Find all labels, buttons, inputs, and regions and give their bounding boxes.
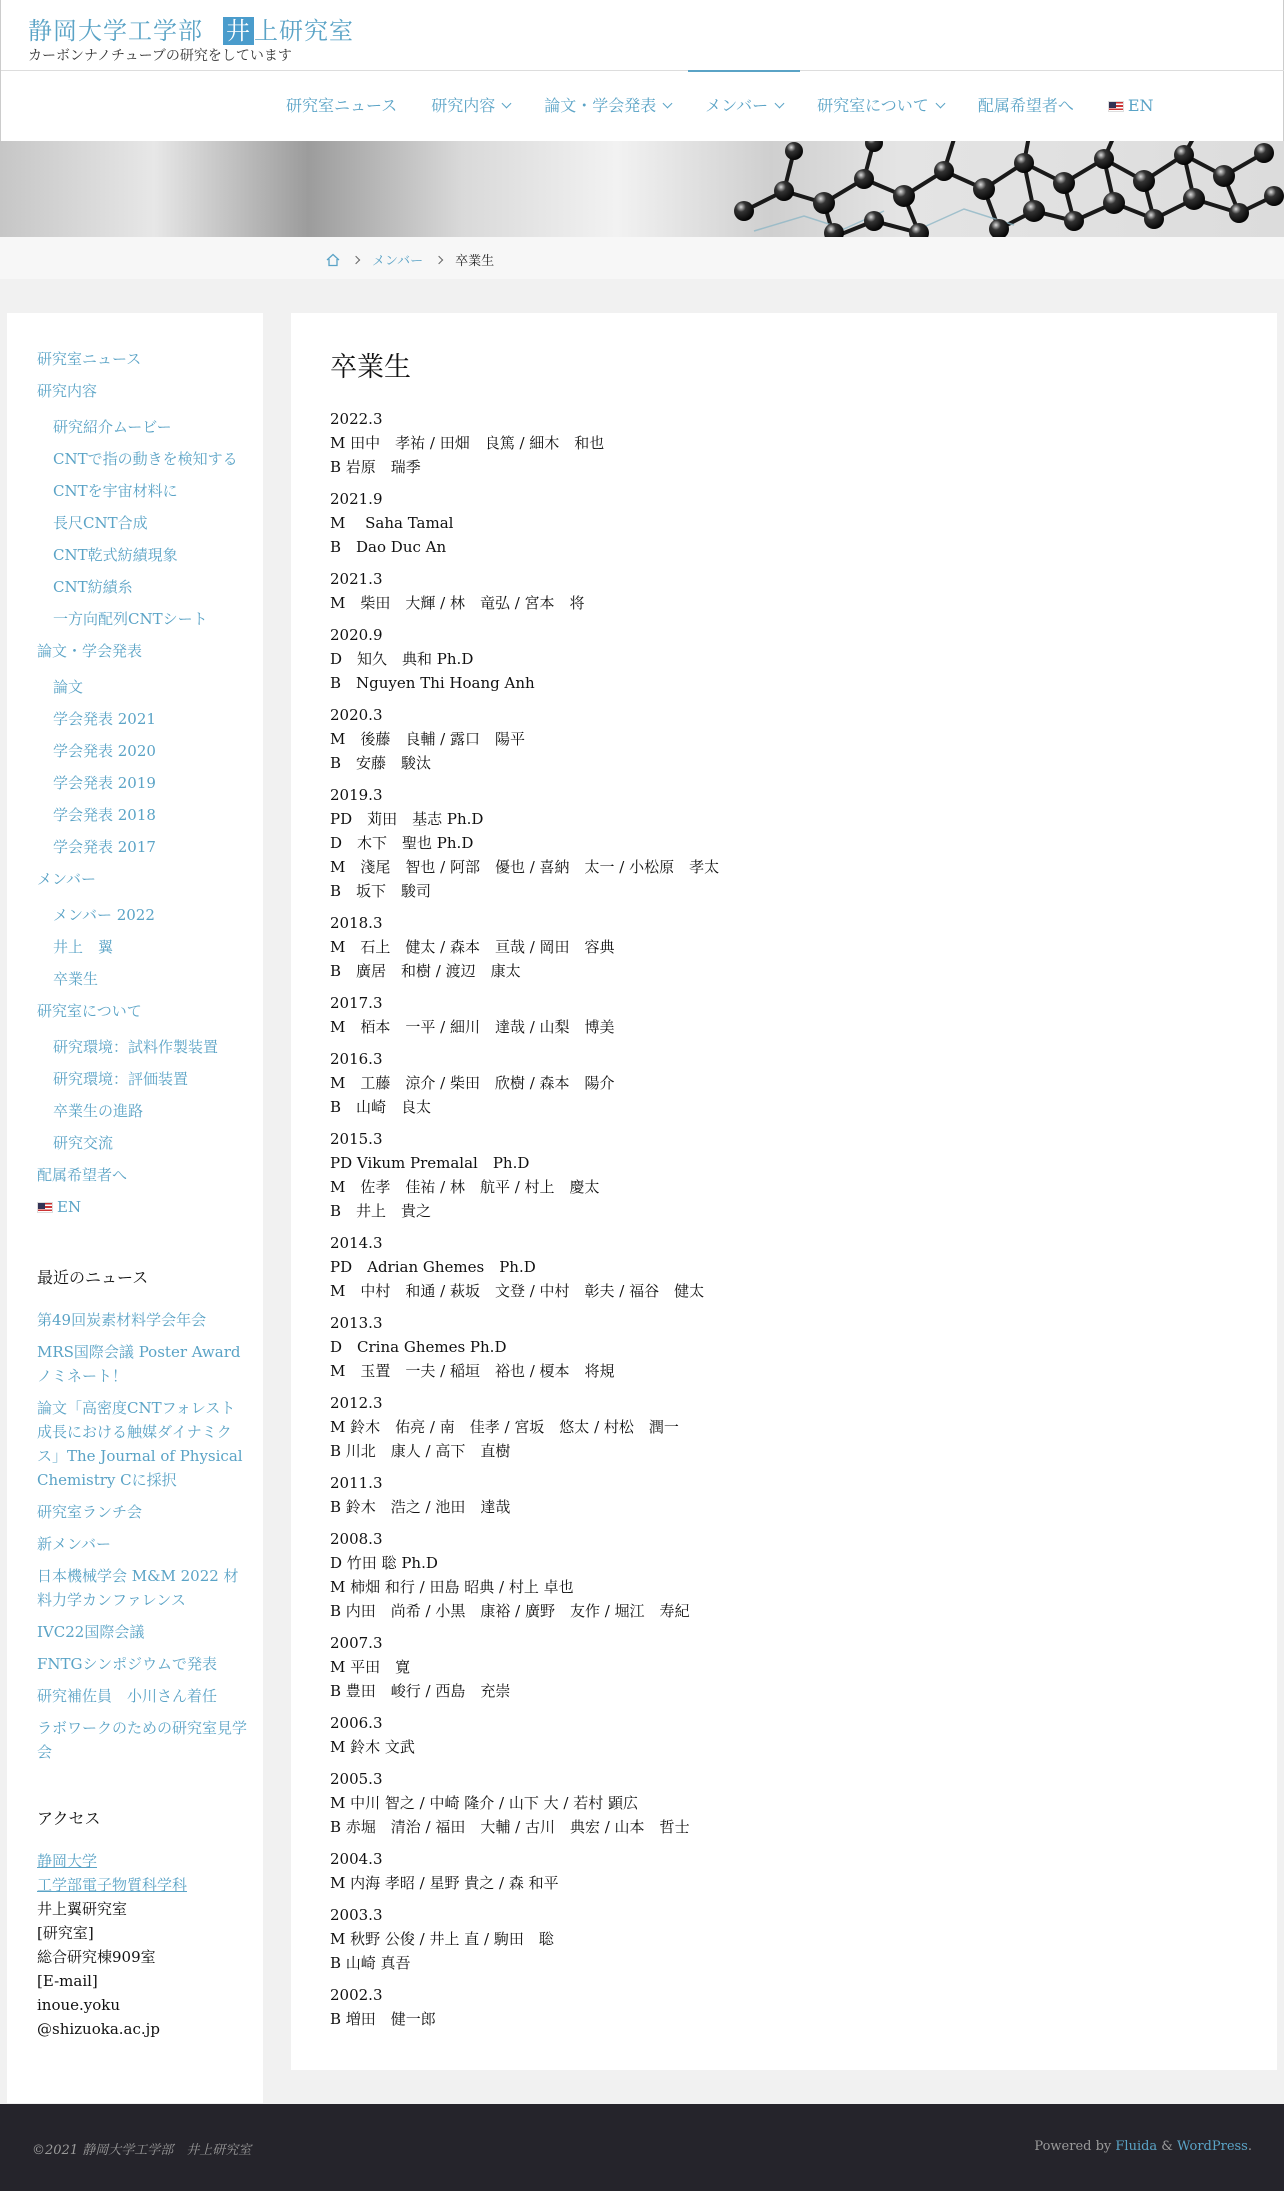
access-text: [研究室]: [37, 1924, 94, 1942]
site-title[interactable]: [28, 11, 354, 46]
breadcrumb-link-members[interactable]: メンバー: [372, 254, 424, 269]
graduate-names: B 山崎 真吾: [330, 1954, 411, 1972]
sidebar-subitem[interactable]: 研究環境：試料作製装置: [53, 1038, 219, 1056]
breadcrumb: [326, 250, 494, 269]
sidebar-subitem[interactable]: 学会発表 2017: [53, 838, 156, 856]
sidebar-subitem[interactable]: メンバー 2022: [53, 906, 155, 924]
graduate-names: B Dao Duc An: [330, 538, 447, 556]
nav-item-0[interactable]: [269, 70, 414, 140]
page-title: 卒業生: [330, 352, 411, 383]
sidebar-subitem[interactable]: 学会発表 2018: [53, 806, 156, 824]
graduate-group: [330, 911, 1230, 983]
graduate-group: [330, 1047, 1230, 1119]
breadcrumb-current: 卒業生: [455, 254, 495, 269]
wordpress-link[interactable]: WordPress: [1177, 2139, 1248, 2154]
access-link[interactable]: 静岡大学: [37, 1852, 98, 1870]
graduate-names: D 木下 聖也 Ph.D: [330, 834, 474, 852]
sidebar-item-1[interactable]: [37, 375, 247, 407]
nav-item-label: メンバー: [705, 96, 769, 115]
graduate-year: 2014.3: [330, 1234, 383, 1252]
graduate-names: B 赤堀 清治 / 福田 大輔 / 古川 典宏 / 山本 哲士: [330, 1818, 690, 1836]
graduate-year: 2015.3: [330, 1130, 383, 1148]
sidebar-submenu: [37, 1027, 247, 1155]
sidebar-menu: [37, 343, 247, 2041]
graduate-names: B 井上 貴之: [330, 1202, 432, 1220]
chevron-down-icon: [775, 99, 785, 109]
graduate-names: B 山崎 良太: [330, 1098, 432, 1116]
sidebar-item-label: 研究室について: [37, 1002, 142, 1020]
sidebar-item-6[interactable]: [37, 1191, 247, 1223]
graduate-names: B 川北 康人 / 高下 直樹: [330, 1442, 511, 1460]
header-banner-image: [0, 141, 1284, 237]
graduate-names: M 中川 智之 / 中崎 隆介 / 山下 大 / 若村 顕広: [330, 1794, 638, 1812]
graduate-names: B 豊田 峻行 / 西島 充崇: [330, 1682, 511, 1700]
graduate-names: B 鈴木 浩之 / 池田 達哉: [330, 1498, 511, 1516]
graduate-names: B 廣居 和樹 / 渡辺 康太: [330, 962, 521, 980]
sidebar-item-0[interactable]: [37, 343, 247, 375]
sidebar-item-2[interactable]: [37, 635, 247, 667]
graduate-year: 2004.3: [330, 1850, 383, 1868]
sidebar-subitem[interactable]: 卒業生の進路: [53, 1102, 144, 1120]
graduate-year: 2022.3: [330, 410, 383, 428]
nav-item-6[interactable]: [1091, 70, 1171, 140]
graduate-names: D 知久 典和 Ph.D: [330, 650, 474, 668]
graduate-year: 2016.3: [330, 1050, 383, 1068]
graduate-group: [330, 783, 1230, 903]
news-item-link[interactable]: 日本機械学会 M&M 2022 材料力学カンファレンス: [37, 1567, 239, 1609]
graduate-names: M 柴田 大輝 / 林 竜弘 / 宮本 将: [330, 594, 585, 612]
graduate-names: M 後藤 良輔 / 露口 陽平: [330, 730, 525, 748]
graduate-names: M 淺尾 智也 / 阿部 優也 / 喜納 太一 / 小松原 孝太: [330, 858, 720, 876]
sidebar-subitem[interactable]: 学会発表 2020: [53, 742, 156, 760]
access-link[interactable]: 工学部電子物質科学科: [37, 1876, 188, 1894]
access-text: [E-mail]: [37, 1972, 98, 1990]
graduate-names: PD Vikum Premalal Ph.D: [330, 1154, 530, 1172]
graduate-names: D Crina Ghemes Ph.D: [330, 1338, 507, 1356]
sidebar-subitem[interactable]: 卒業生: [53, 970, 99, 988]
graduate-names: M 鈴木 文武: [330, 1738, 415, 1756]
graduate-names: M 秋野 公俊 / 井上 直 / 駒田 聡: [330, 1930, 554, 1948]
powered-prefix: Powered by: [1034, 2139, 1116, 2154]
news-item-link[interactable]: 研究補佐員 小川さん着任: [37, 1687, 218, 1705]
graduates-list: [330, 407, 1230, 2039]
graduate-group: [330, 623, 1230, 695]
news-item-link[interactable]: 新メンバー: [37, 1535, 111, 1553]
graduate-names: PD Adrian Ghemes Ph.D: [330, 1258, 536, 1276]
footer-powered-by: [1034, 2139, 1252, 2154]
site-description: カーボンナノチューブの研究をしています: [28, 48, 292, 64]
graduate-names: D 竹田 聡 Ph.D: [330, 1554, 438, 1572]
sidebar-subitem[interactable]: CNT紡績糸: [53, 578, 133, 596]
widget-title-recent-news: 最近のニュース: [37, 1268, 149, 1287]
graduate-group: [330, 991, 1230, 1039]
news-item-link[interactable]: MRS国際会議 Poster Awardノミネート！: [37, 1343, 241, 1385]
graduate-group: [330, 1311, 1230, 1383]
chevron-down-icon: [663, 99, 673, 109]
sidebar-item-label: 配属希望者へ: [37, 1166, 128, 1184]
graduate-names: M 佐孝 佳祐 / 林 航平 / 村上 慶太: [330, 1178, 600, 1196]
news-item-link[interactable]: IVC22国際会議: [37, 1623, 145, 1641]
access-info: [37, 1849, 247, 2041]
nav-item-label: 研究室について: [817, 96, 929, 115]
graduate-names: B 坂下 駿司: [330, 882, 432, 900]
graduate-year: 2017.3: [330, 994, 383, 1012]
nav-item-3[interactable]: [688, 70, 800, 140]
graduate-group: [330, 1127, 1230, 1223]
home-icon[interactable]: [326, 253, 340, 267]
nav-item-label: 論文・学会発表: [544, 96, 657, 115]
graduate-year: 2021.3: [330, 570, 383, 588]
sidebar-item-label: 研究室ニュース: [37, 350, 142, 368]
graduate-group: [330, 1847, 1230, 1895]
graduate-year: 2011.3: [330, 1474, 383, 1492]
sidebar-subitem[interactable]: 研究紹介ムービー: [53, 418, 172, 436]
sidebar-item-label: EN: [57, 1198, 82, 1216]
news-item-link[interactable]: ラボワークのための研究室見学会: [37, 1719, 248, 1761]
sidebar-subitem[interactable]: CNTで指の動きを検知する: [53, 450, 238, 468]
site-header: [0, 0, 1284, 141]
nav-item-label: 研究内容: [431, 96, 496, 115]
graduate-names: M Saha Tamal: [330, 514, 454, 532]
breadcrumb-separator-icon: [435, 255, 443, 263]
graduate-names: M 柿畑 和行 / 田島 昭典 / 村上 卓也: [330, 1578, 574, 1596]
graduate-year: 2008.3: [330, 1530, 383, 1548]
graduate-names: B 増田 健一郎: [330, 2010, 436, 2028]
site-title-pre[interactable]: 静岡大学工学部: [28, 17, 203, 45]
recent-news-list: [37, 1308, 247, 1764]
fluida-link[interactable]: Fluida: [1115, 2139, 1158, 2154]
sidebar-subitem[interactable]: 研究環境：評価装置: [53, 1070, 189, 1088]
graduate-year: 2013.3: [330, 1314, 383, 1332]
access-text: 総合研究棟909室: [37, 1948, 156, 1966]
graduate-year: 2020.9: [330, 626, 383, 644]
us-flag-icon: [1108, 101, 1124, 112]
graduate-group: [330, 1471, 1230, 1519]
graduate-group: [330, 567, 1230, 615]
sidebar-item-4[interactable]: [37, 995, 247, 1027]
nav-item-label: 研究室ニュース: [286, 96, 398, 115]
graduate-group: [330, 1983, 1230, 2031]
news-item-link[interactable]: 研究室ランチ会: [37, 1503, 143, 1521]
nav-item-2[interactable]: [527, 70, 688, 140]
graduate-group: [330, 1527, 1230, 1623]
access-text: inoue.yoku @shizuoka.ac.jp: [37, 1996, 160, 2038]
site-title-highlight[interactable]: 井: [223, 17, 254, 45]
graduate-names: B Nguyen Thi Hoang Anh: [330, 674, 535, 692]
graduate-names: PD 苅田 基志 Ph.D: [330, 810, 484, 828]
graduate-group: [330, 1631, 1230, 1703]
nav-item-5[interactable]: [961, 70, 1091, 140]
sidebar-subitem[interactable]: 井上 翼: [53, 938, 114, 956]
graduate-year: 2002.3: [330, 1986, 383, 2004]
graduate-names: M 鈴木 佑亮 / 南 佳孝 / 宮坂 悠太 / 村松 潤一: [330, 1418, 679, 1436]
graduate-group: [330, 1903, 1230, 1975]
graduate-group: [330, 703, 1230, 775]
graduate-group: [330, 487, 1230, 559]
sidebar-item-5[interactable]: [37, 1159, 247, 1191]
graduate-names: M 栢本 一平 / 細川 達哉 / 山梨 博美: [330, 1018, 615, 1036]
graduate-names: M 平田 寛: [330, 1658, 411, 1676]
graduate-names: M 中村 和通 / 萩坂 文登 / 中村 彰夫 / 福谷 健太: [330, 1282, 705, 1300]
nav-item-1[interactable]: [414, 70, 527, 140]
graduate-names: M 工藤 涼介 / 柴田 欣樹 / 森本 陽介: [330, 1074, 615, 1092]
news-item-link[interactable]: FNTGシンポジウムで発表: [37, 1655, 217, 1673]
sidebar-subitem[interactable]: 長尺CNT合成: [53, 514, 148, 532]
sidebar-item-label: 研究内容: [37, 382, 98, 400]
news-item-link[interactable]: 第49回炭素材料学会年会: [37, 1311, 207, 1329]
site-footer: [0, 2104, 1284, 2191]
graduate-names: B 岩原 瑞季: [330, 458, 421, 476]
graduate-year: 2003.3: [330, 1906, 383, 1924]
breadcrumb-separator-icon: [352, 255, 360, 263]
graduate-year: 2019.3: [330, 786, 383, 804]
sidebar-submenu: [37, 407, 247, 631]
nav-item-label: EN: [1127, 96, 1154, 115]
sidebar-subitem[interactable]: 研究交流: [53, 1134, 114, 1152]
sidebar-subitem[interactable]: CNT乾式紡績現象: [53, 546, 178, 564]
sidebar-item-3[interactable]: [37, 863, 247, 895]
access-text: 井上翼研究室: [37, 1900, 128, 1918]
chevron-down-icon: [935, 99, 945, 109]
graduate-group: [330, 407, 1230, 479]
news-item-link[interactable]: 論文「高密度CNTフォレスト成長における触媒ダイナミクス」The Journal of Physical Chemistry Cに採択: [37, 1399, 243, 1489]
sidebar-submenu: [37, 895, 247, 991]
graduate-year: 2012.3: [330, 1394, 383, 1412]
graduate-group: [330, 1767, 1230, 1839]
sidebar-subitem[interactable]: 学会発表 2019: [53, 774, 156, 792]
chevron-down-icon: [502, 99, 512, 109]
graduate-names: B 内田 尚希 / 小黒 康裕 / 廣野 友作 / 堀江 寿紀: [330, 1602, 690, 1620]
main-nav: [269, 70, 1171, 140]
sidebar-item-label: 論文・学会発表: [37, 642, 143, 660]
graduate-year: 2006.3: [330, 1714, 383, 1732]
graduate-year: 2021.9: [330, 490, 383, 508]
nav-item-label: 配属希望者へ: [977, 96, 1074, 115]
graduate-names: M 内海 孝昭 / 星野 貴之 / 森 和平: [330, 1874, 559, 1892]
powered-suffix: .: [1247, 2139, 1252, 2154]
graduate-names: B 安藤 駿汰: [330, 754, 432, 772]
footer-copyright: ©2021 静岡大学工学部 井上研究室: [32, 2143, 252, 2158]
site-title-post[interactable]: 上研究室: [254, 17, 354, 45]
sidebar-subitem[interactable]: CNTを宇宙材料に: [53, 482, 178, 500]
graduate-names: M 玉置 一夫 / 稲垣 裕也 / 榎本 将規: [330, 1362, 615, 1380]
sidebar-subitem[interactable]: 一方向配列CNTシート: [53, 610, 208, 628]
sidebar-submenu: [37, 667, 247, 859]
us-flag-icon: [37, 1202, 53, 1213]
carbon-nanotube-illustration: [724, 141, 1284, 237]
graduate-year: 2005.3: [330, 1770, 383, 1788]
graduate-group: [330, 1231, 1230, 1303]
powered-amp: &: [1157, 2139, 1178, 2154]
graduate-year: 2007.3: [330, 1634, 383, 1652]
breadcrumb-bar: [0, 237, 1284, 279]
sidebar-subitem[interactable]: 学会発表 2021: [53, 710, 156, 728]
widget-title-access: アクセス: [37, 1809, 101, 1828]
graduate-names: M 田中 孝祐 / 田畑 良篤 / 細木 和也: [330, 434, 605, 452]
graduate-group: [330, 1711, 1230, 1759]
graduate-names: M 石上 健太 / 森本 亘哉 / 岡田 容典: [330, 938, 615, 956]
main-content: [291, 313, 1277, 2070]
graduate-year: 2018.3: [330, 914, 383, 932]
graduate-group: [330, 1391, 1230, 1463]
sidebar: [7, 313, 263, 2103]
sidebar-item-label: メンバー: [37, 870, 96, 888]
graduate-year: 2020.3: [330, 706, 383, 724]
nav-item-4[interactable]: [800, 70, 961, 140]
sidebar-subitem[interactable]: 論文: [53, 678, 84, 696]
